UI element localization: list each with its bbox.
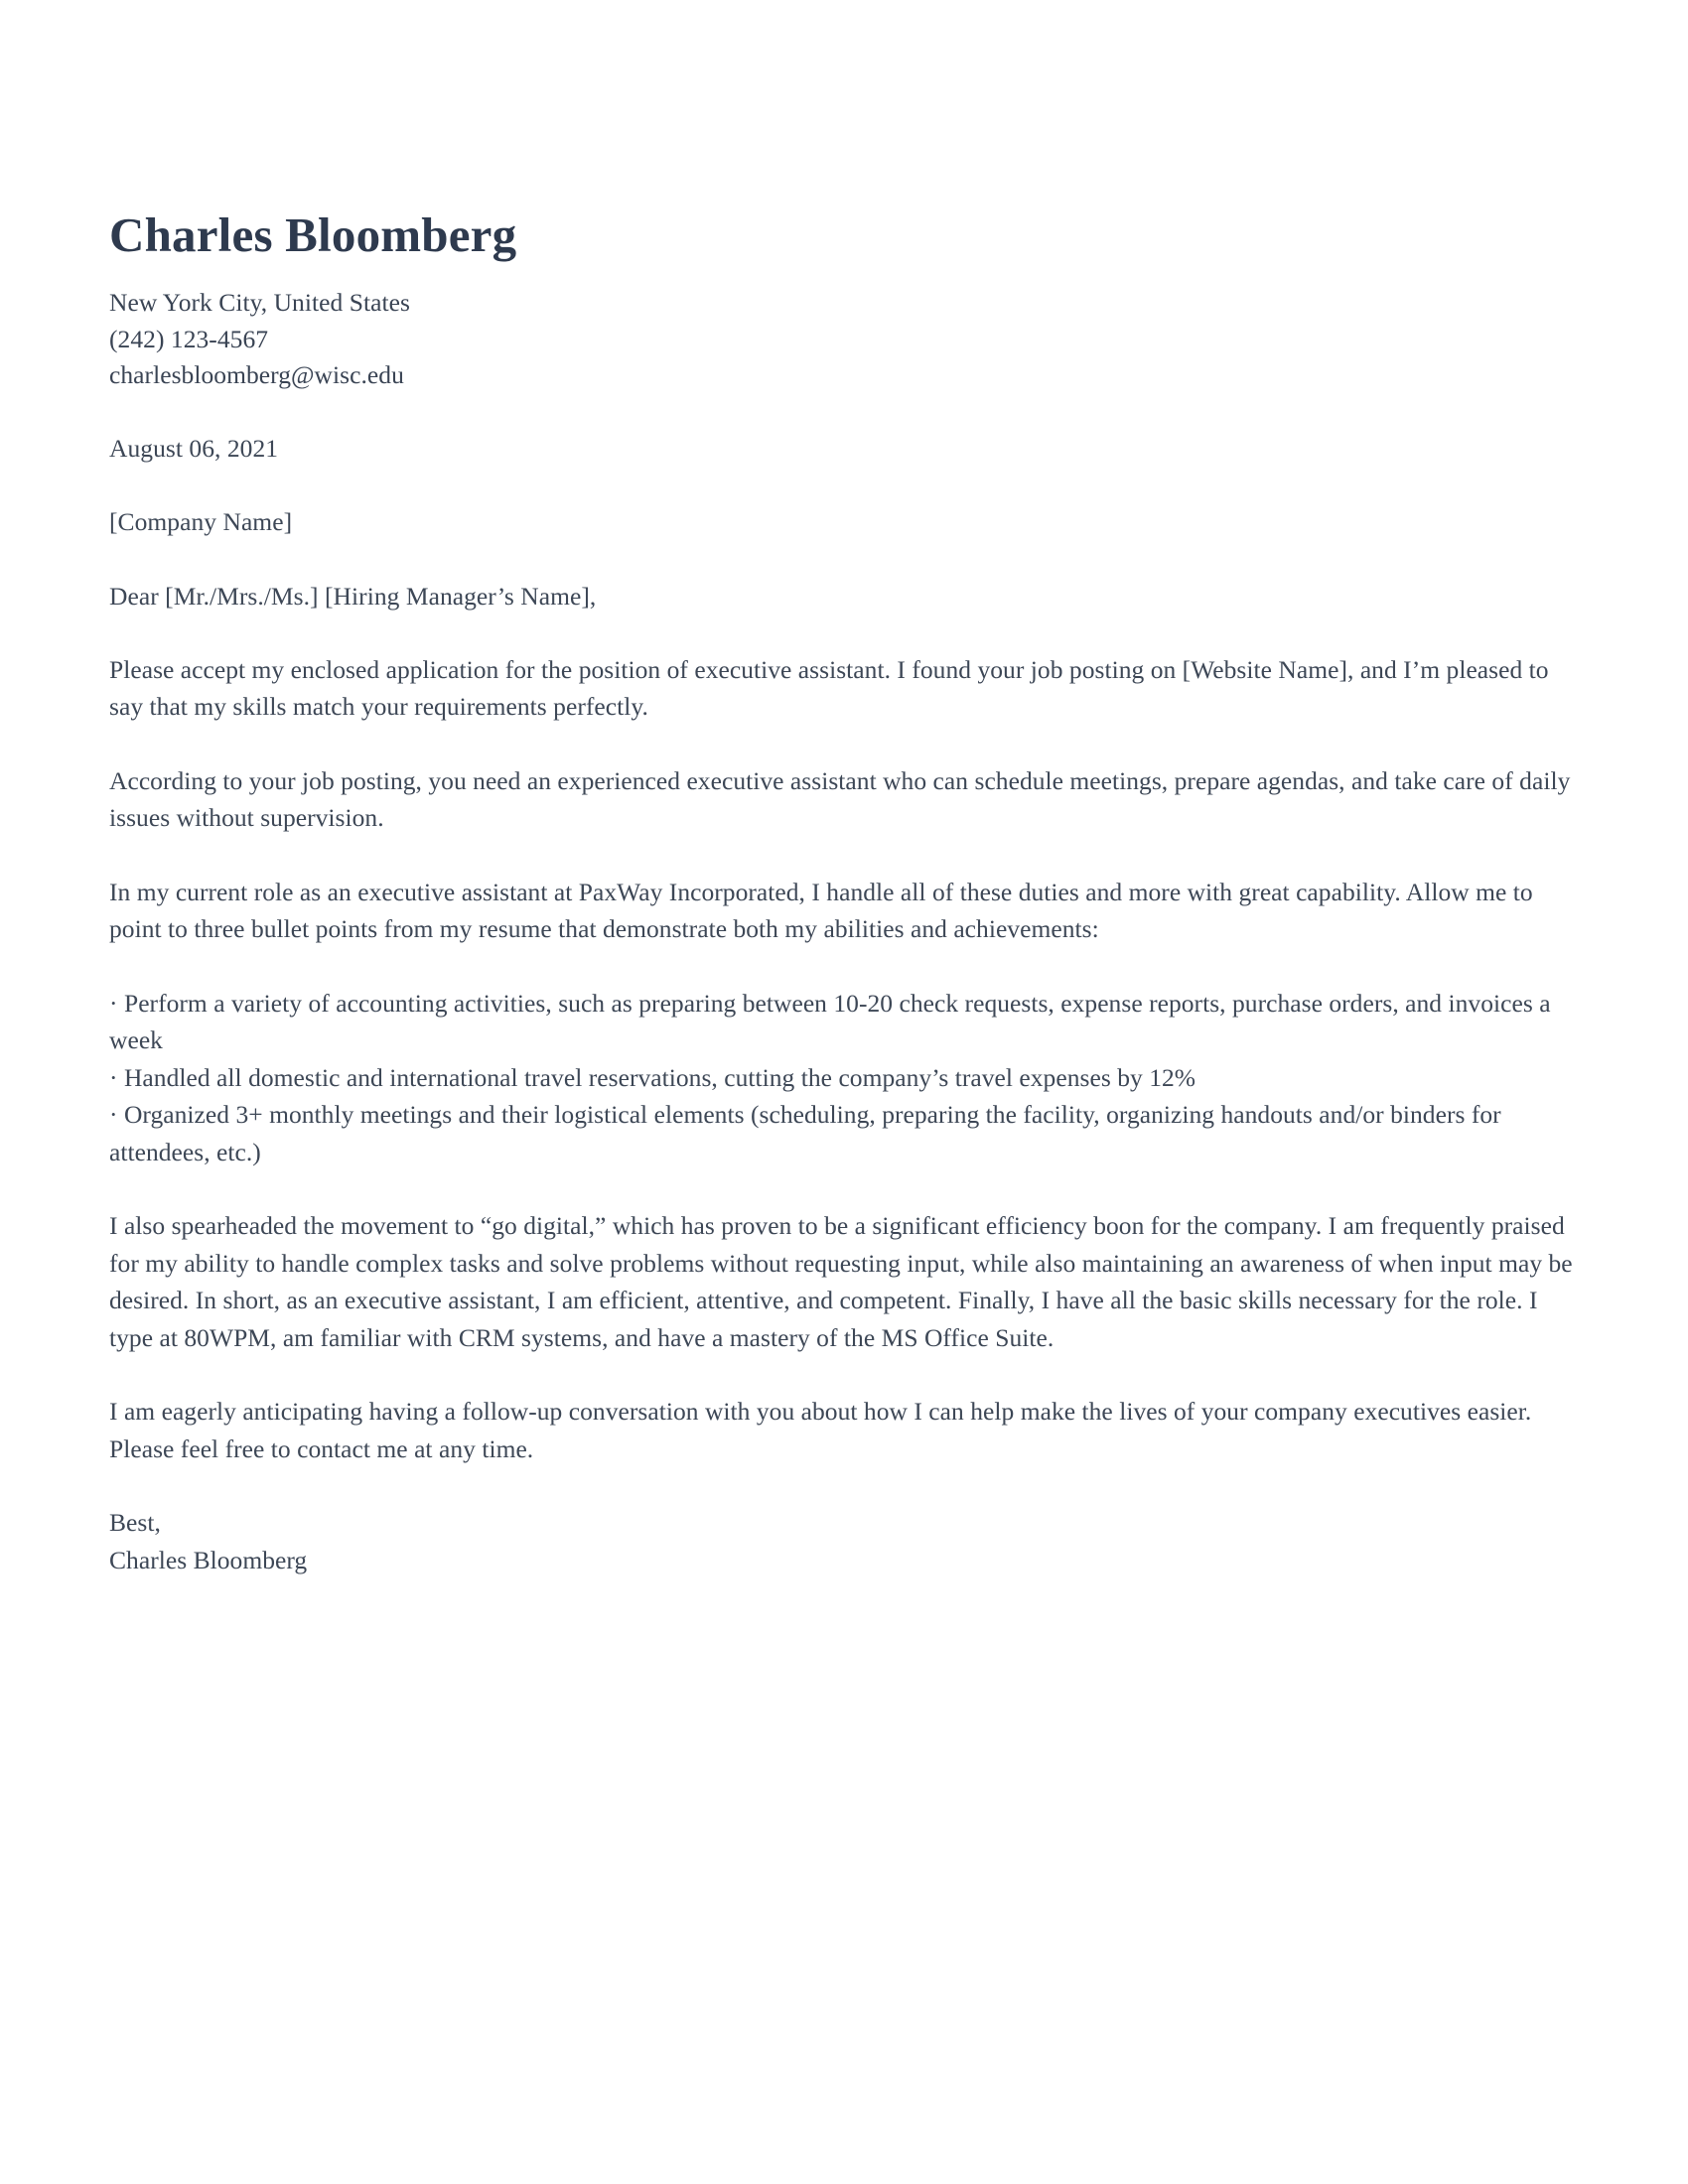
letter-date: August 06, 2021 <box>109 434 279 464</box>
body-paragraph-2: According to your job posting, you need an experienced executive assistant who can schedule meetings, prepare agendas, and take care of daily issues without supervision. <box>109 765 1571 833</box>
bullet-marker: · <box>109 988 118 1018</box>
body-paragraph-5: I am eagerly anticipating having a follow-up conversation with you about how I can help make the lives of your company executives easier. Please feel free to contact me at any time. <box>109 1397 1532 1463</box>
recipient-company: [Company Name] <box>109 507 293 537</box>
body-paragraph-3: In my current role as an executive assistant at PaxWay Incorporated, I handle all of these duties and more with great capability. Allow me to point to three bullet points from my resume that demonstrate both my abilities and achievements: <box>109 877 1533 944</box>
spacer <box>109 1467 1579 1504</box>
achievements-list <box>109 985 1579 1170</box>
spacer <box>109 467 1579 503</box>
bullet-marker: · <box>109 1100 118 1130</box>
letter-body <box>109 207 1579 1578</box>
spacer <box>109 1170 1579 1207</box>
contact-email[interactable]: charlesbloomberg@wisc.edu <box>109 360 404 390</box>
list-item-label: Organized 3+ monthly meetings and their logistical elements (scheduling, preparing the facility, organizing handouts and/or binders for attendees, etc.) <box>109 1100 1501 1166</box>
list-item <box>109 985 1579 1059</box>
spacer <box>109 614 1579 651</box>
contact-location: New York City, United States <box>109 288 410 317</box>
list-item <box>109 1096 1579 1170</box>
body-paragraph-1: Please accept my enclosed application for the position of executive assistant. I found your job posting on [Website Name], and I’m pleased to say that my skills match your requirements perfectly. <box>109 654 1549 722</box>
spacer <box>109 541 1579 578</box>
page-title: Charles Bloomberg <box>109 207 517 262</box>
spacer <box>109 394 1579 430</box>
list-item-label: Perform a variety of accounting activities, such as preparing between 10-20 check requests, expense reports, purchase orders, and invoices a week <box>109 988 1551 1055</box>
spacer <box>109 1356 1579 1393</box>
list-item <box>109 1059 1579 1096</box>
signoff-name: Charles Bloomberg <box>109 1545 308 1574</box>
spacer <box>109 837 1579 874</box>
list-item-label: Handled all domestic and international travel reservations, cutting the company’s travel expenses by 12% <box>123 1062 1196 1092</box>
contact-phone[interactable]: (242) 123-4567 <box>109 324 269 353</box>
signoff-closing: Best, <box>109 1508 161 1538</box>
spacer <box>109 948 1579 985</box>
salutation: Dear [Mr./Mrs./Ms.] [Hiring Manager’s Name], <box>109 581 597 611</box>
body-paragraph-4: I also spearheaded the movement to “go digital,” which has proven to be a significant efficiency boon for the company. I am frequently praised for my ability to handle complex tasks and solve problems without requesting input, while also maintaining an awareness of when input may be desired. In short, as an executive assistant, I am efficient, attentive, and competent. Finally, I have all the basic skills necessary for the role. I type at 80WPM, am familiar with CRM systems, and have a mastery of the MS Office Suite. <box>109 1211 1573 1352</box>
spacer <box>109 726 1579 762</box>
bullet-marker: · <box>109 1062 118 1092</box>
